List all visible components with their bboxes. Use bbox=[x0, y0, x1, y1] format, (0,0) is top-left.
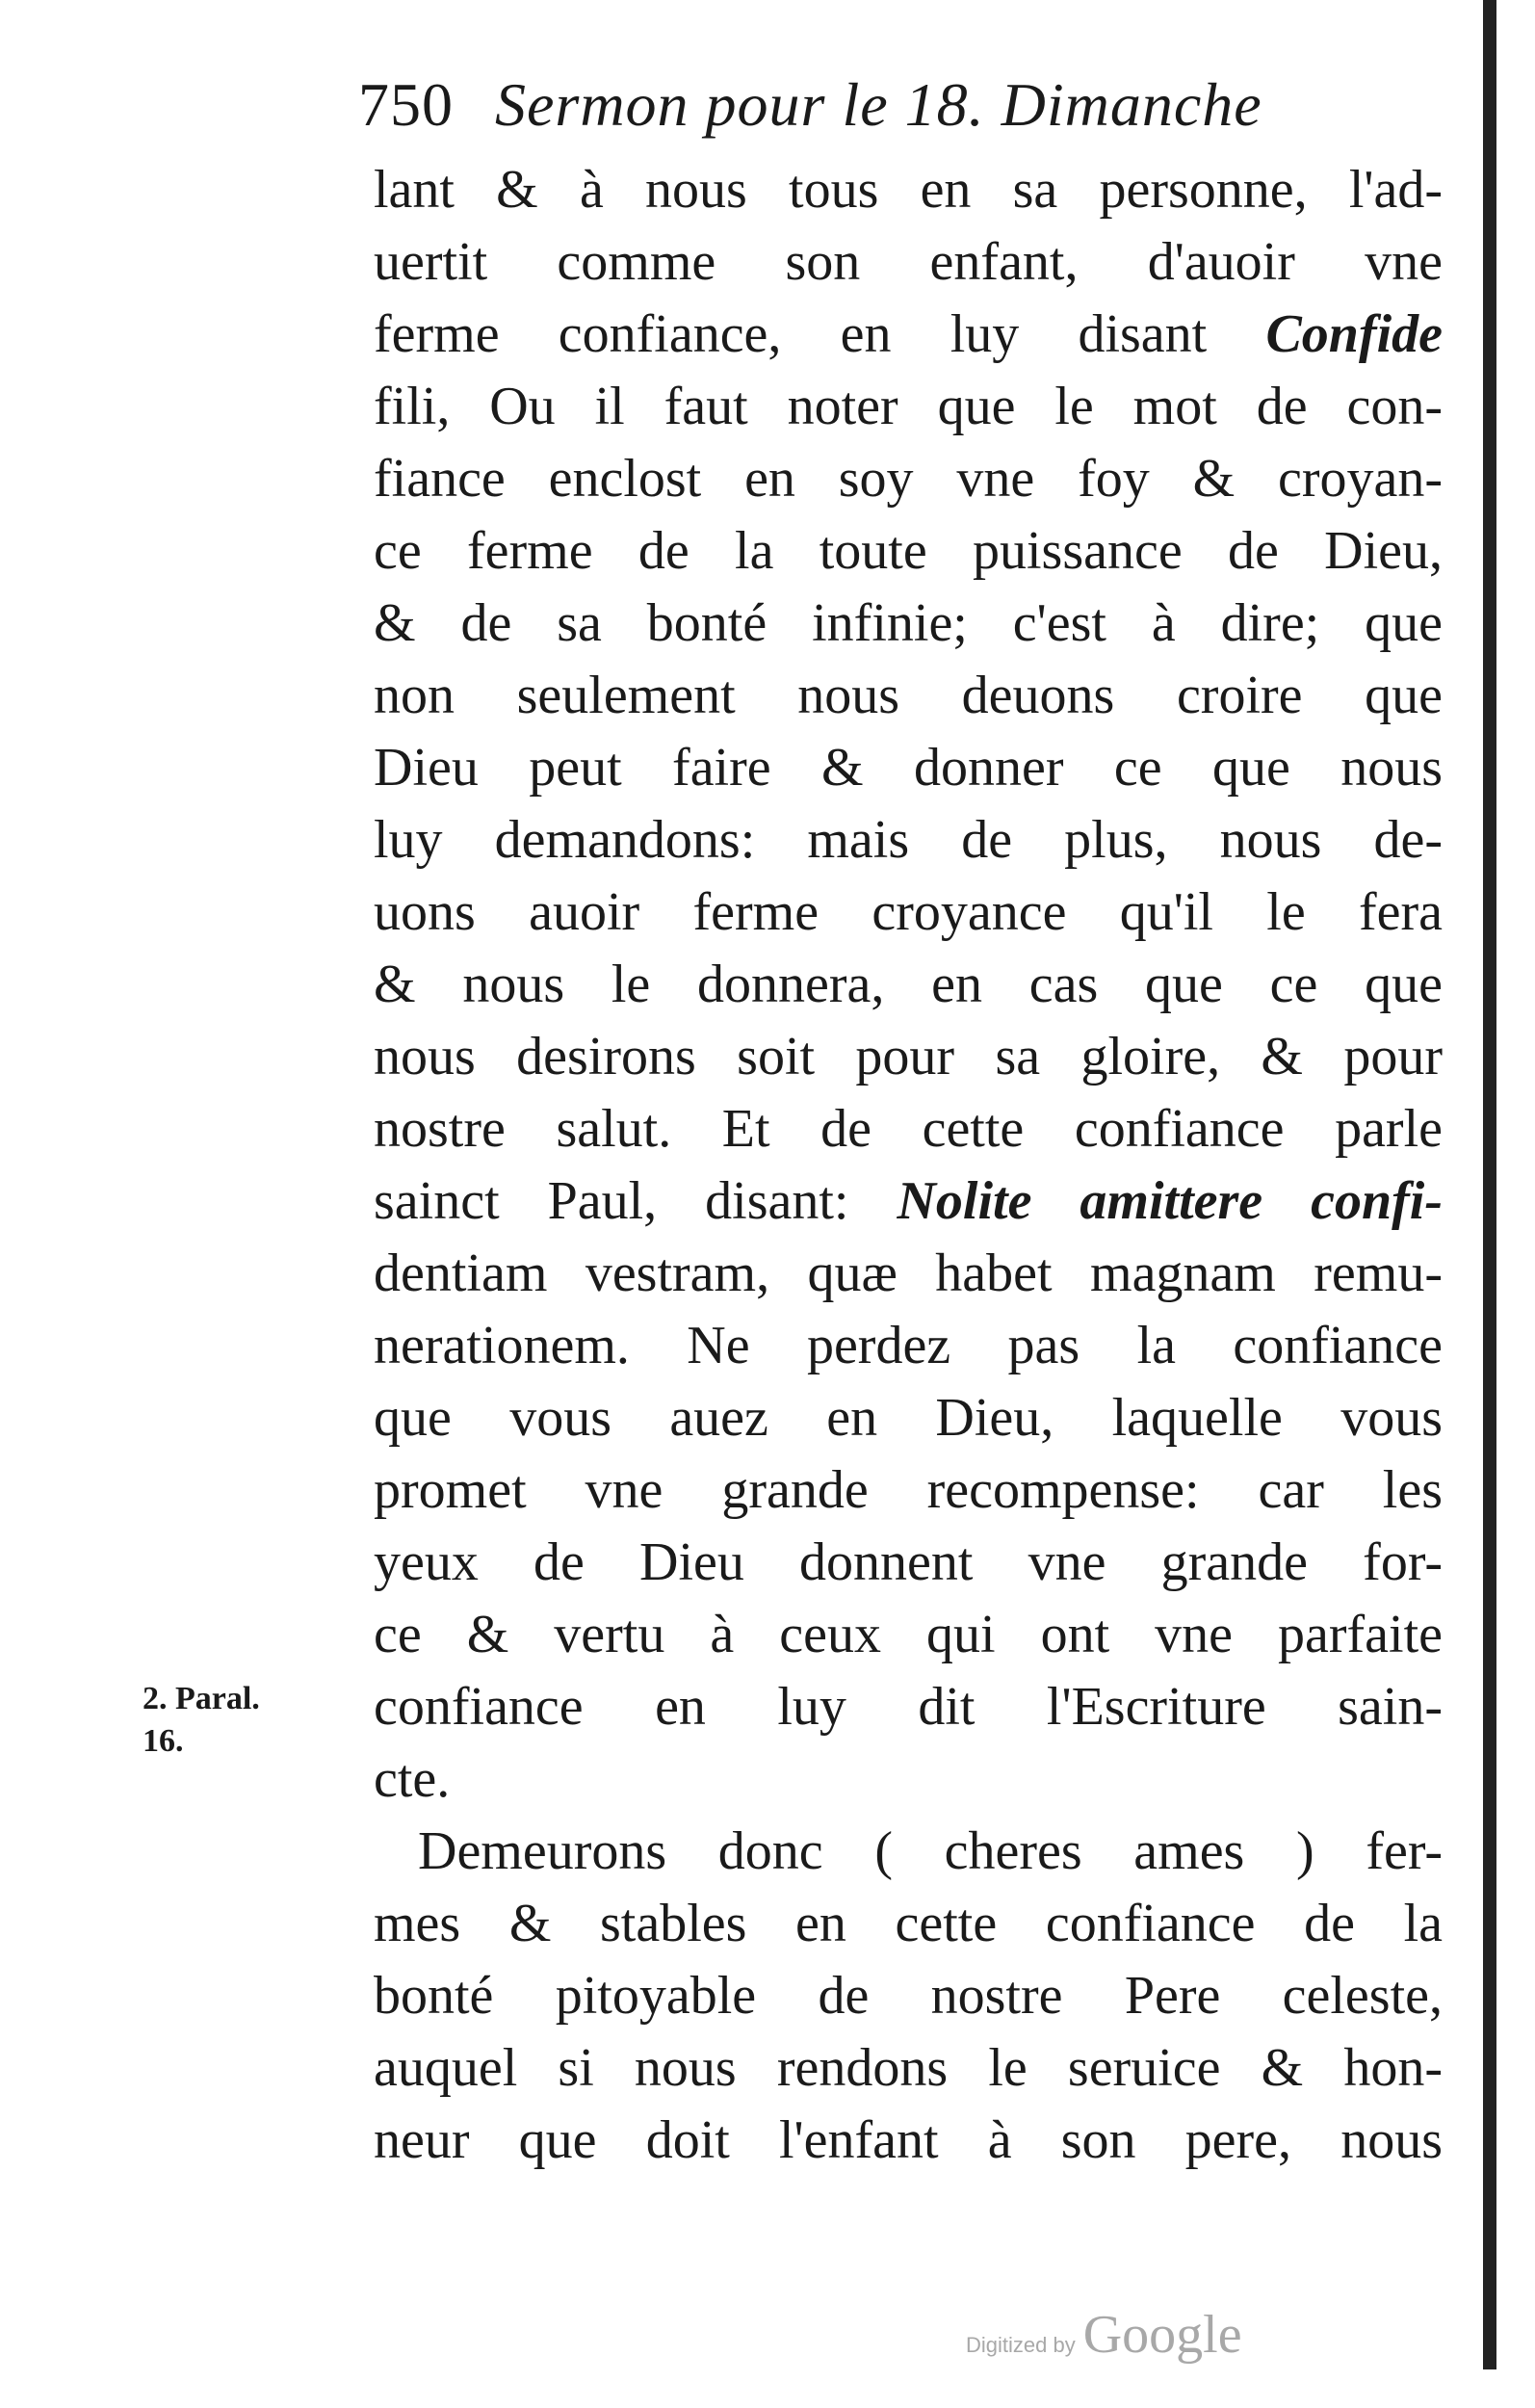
digitized-watermark bbox=[966, 2304, 1242, 2366]
text-line: lant & à nous tous en sa personne, l'ad- bbox=[374, 160, 1443, 220]
text-line: Dieu peut faire & donner ce que nous bbox=[374, 738, 1443, 798]
text-line: Demeurons donc ( cheres ames ) fer- bbox=[418, 1821, 1443, 1881]
text-line: nous desirons soit pour sa gloire, & pour bbox=[374, 1027, 1443, 1086]
page-number: 750 bbox=[358, 70, 454, 139]
text-line: que vous auez en Dieu, laquelle vous bbox=[374, 1388, 1443, 1448]
text-line: & de sa bonté infinie; c'est à dire; que bbox=[374, 593, 1443, 653]
running-header bbox=[358, 69, 1262, 141]
text-line: confiance en luy dit l'Escriture sain- bbox=[374, 1677, 1443, 1737]
text-line: fiance enclost en soy vne foy & croyan- bbox=[374, 449, 1443, 509]
body-text bbox=[374, 154, 1443, 2177]
text-line: uertit comme son enfant, d'auoir vne bbox=[374, 232, 1443, 292]
margin-note-reference: 2. Paral. bbox=[143, 1681, 260, 1716]
text-line: nerationem. Ne perdez pas la confiance bbox=[374, 1316, 1443, 1375]
text-line: promet vne grande recompense: car les bbox=[374, 1460, 1443, 1520]
text-line: auquel si nous rendons le seruice & hon- bbox=[374, 2038, 1443, 2098]
latin-quote: Nolite amittere confi- bbox=[897, 1171, 1443, 1231]
text-line: nostre salut. Et de cette confiance parle bbox=[374, 1099, 1443, 1159]
text-line: yeux de Dieu donnent vne grande for- bbox=[374, 1532, 1443, 1592]
text-line: mes & stables en cette confiance de la bbox=[374, 1894, 1443, 1953]
text-line: fili, Ou il faut noter que le mot de con- bbox=[374, 377, 1443, 436]
text-line bbox=[374, 299, 1443, 371]
latin-quote: Confide bbox=[1265, 304, 1443, 364]
text-line: dentiam vestram, quæ habet magnam remu- bbox=[374, 1243, 1443, 1303]
running-title: Sermon pour le 18. Dimanche bbox=[495, 70, 1262, 139]
margin-note bbox=[143, 1678, 260, 1763]
page-edge-shadow bbox=[1483, 0, 1496, 2369]
text-line: neur que doit l'enfant à son pere, nous bbox=[374, 2110, 1443, 2170]
text-line: cte. bbox=[374, 1749, 451, 1809]
text-line: & nous le donnera, en cas que ce que bbox=[374, 955, 1443, 1014]
text-line: ce & vertu à ceux qui ont vne parfaite bbox=[374, 1605, 1443, 1664]
text-line: ce ferme de la toute puissance de Dieu, bbox=[374, 521, 1443, 581]
text-line-part: sainct Paul, disant: bbox=[374, 1171, 849, 1231]
watermark-brand: Google bbox=[1082, 2305, 1242, 2365]
margin-note-chapter: 16. bbox=[143, 1723, 184, 1759]
text-line: luy demandons: mais de plus, nous de- bbox=[374, 810, 1443, 870]
watermark-prefix: Digitized by bbox=[966, 2333, 1076, 2357]
text-line: bonté pitoyable de nostre Pere celeste, bbox=[374, 1966, 1443, 2026]
text-line bbox=[374, 1165, 1443, 1238]
text-line-part: ferme confiance, en luy disant bbox=[374, 304, 1208, 364]
text-line: non seulement nous deuons croire que bbox=[374, 666, 1443, 725]
text-line: uons auoir ferme croyance qu'il le fera bbox=[374, 882, 1443, 942]
